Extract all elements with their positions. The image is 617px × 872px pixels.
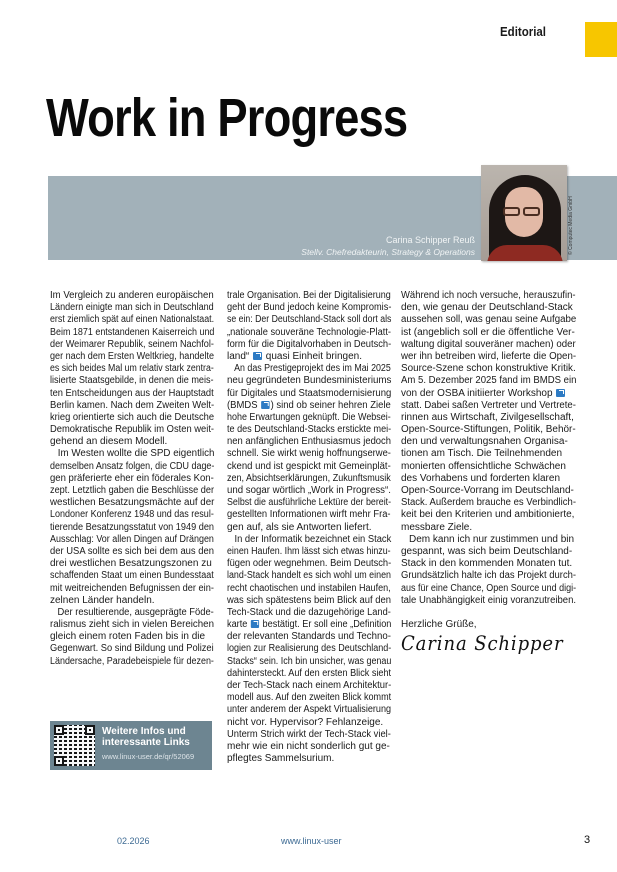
spacer bbox=[401, 607, 576, 619]
text-line: ten Entscheidungen aus der Hauptstadt bbox=[50, 387, 214, 399]
text-line: Open-Source-Stiftungen, Politik, Behör- bbox=[401, 424, 576, 436]
text-line: westlichen Besatzungsmächte auf der bbox=[50, 497, 215, 509]
text-line: was sich spätestens beim Blick auf den bbox=[227, 594, 391, 606]
text-line: mit weitreichenden Befugnissen der ein- bbox=[50, 582, 214, 594]
text-line: Stack in den kommenden Monaten tut. bbox=[401, 558, 573, 570]
text-line: fügen oder wegnehmen. Beim Deutsch- bbox=[227, 558, 392, 570]
text-line: nen anfänglichen Enthusiasmus jedoch bbox=[227, 436, 392, 448]
info-title-line-2: interessante Links bbox=[102, 737, 190, 748]
external-link-icon[interactable] bbox=[556, 389, 565, 397]
text-line: ralismus zieht sich in vielen Bereichen bbox=[50, 619, 214, 631]
text-line: messbare Ziele. bbox=[401, 521, 473, 533]
text-line: se ein: Der Deutschland-Stack soll dort als bbox=[227, 314, 392, 326]
text-line: Während ich noch versuche, herauszufin- bbox=[401, 290, 576, 301]
text-line: Unterm Strich wirkt der Tech-Stack viel- bbox=[227, 728, 391, 740]
text-line: Stack. Außerdem brauche es Verbindlich- bbox=[401, 497, 576, 509]
text-line: schnell. Sie wirkt wenig hoffnungserwe- bbox=[227, 448, 391, 460]
text-line: te des Deutschland-Stacks erstickte mei- bbox=[227, 424, 392, 436]
text-line: Im Vergleich zu anderen europäischen bbox=[50, 290, 214, 301]
text-line: monierten offensichtliche Schwächen bbox=[401, 460, 566, 472]
text-line: zen, Absichtserklärungen, Zukunftsmusik bbox=[227, 472, 391, 484]
text-line: tale Unabhängigkeit einig voranzutreiben. bbox=[401, 594, 577, 606]
text-line: der Weimarer Republik, seinem Nachfol- bbox=[50, 338, 214, 350]
text-segment: bestätigt. Er soll eine „Definition bbox=[259, 619, 392, 631]
text-line: trale Organisation. Bei der Digitalisierung bbox=[227, 290, 391, 301]
text-line: drei westlichen Besatzungszonen zu bbox=[50, 558, 212, 570]
text-segment: karte bbox=[227, 619, 250, 631]
text-line: unter anderem der Aspekt Virtualisierung bbox=[227, 704, 392, 716]
page-number: 3 bbox=[584, 834, 591, 846]
text-column-3 bbox=[401, 290, 577, 656]
text-line: form für die Digitalvorhaben in Deutsch- bbox=[227, 338, 392, 350]
qr-code[interactable] bbox=[54, 725, 95, 766]
text-line bbox=[227, 351, 391, 363]
section-label: Editorial bbox=[500, 25, 547, 39]
text-line: gestellten Informationen wirft mehr Fra- bbox=[227, 509, 391, 521]
text-segment: quasi Einheit bringen. bbox=[263, 350, 362, 362]
text-column-2 bbox=[227, 290, 391, 765]
text-line: aussehen soll, was genau seine Aufgabe bbox=[401, 314, 577, 326]
text-line: Grundsätzlich halte ich das Projekt durch- bbox=[401, 570, 577, 582]
text-line: lisierte Staatsgebilde, in denen die meis- bbox=[50, 375, 214, 387]
text-line: Der resultierende, ausgeprägte Föde- bbox=[57, 606, 214, 618]
text-line: zept. Letztlich gaben die Beschlüsse der bbox=[50, 485, 214, 496]
text-line: waltung digital souveräner machen) oder bbox=[401, 338, 576, 350]
text-line: aus für eine Chance, Open Source und digi- bbox=[401, 582, 577, 594]
text-line bbox=[227, 399, 391, 412]
text-line: gehend an diesem Modell. bbox=[50, 436, 168, 448]
text-line: es sich beides Mal um relativ stark zentra- bbox=[50, 363, 214, 375]
text-line: Dem kann ich nur zustimmen und bin bbox=[409, 533, 575, 545]
text-line: Am 5. Dezember 2025 fand im BMDS ein bbox=[401, 375, 577, 387]
text-line: Im Westen wollte die SPD eigentlich bbox=[57, 448, 215, 460]
text-line: zelnen Länder handeln. bbox=[50, 594, 155, 606]
text-line: Open-Source-Vorrang im Deutschland- bbox=[401, 485, 574, 496]
text-line: schaffenden Staat um einen Bundesstaat bbox=[50, 570, 214, 582]
text-line: Stacks“ sein. Ich bin unsicher, was genau bbox=[227, 655, 392, 667]
text-line: In der Informatik bezeichnet ein Stack bbox=[234, 533, 392, 545]
text-line: Berlin kamen. Nach dem Zweiten Welt- bbox=[50, 399, 215, 411]
text-line: Ländern einigte man sich in Deutschland bbox=[50, 302, 214, 314]
text-line: gleich einem roten Faden bis in die bbox=[50, 631, 206, 643]
text-line: hohe Erwartungen geknüpft. Die Websei- bbox=[227, 411, 391, 423]
text-line: neu gegründeten Bundesministeriums bbox=[227, 375, 392, 387]
text-line: Beim 1871 entstandenen Kaiserreich und bbox=[50, 326, 215, 338]
info-url-link[interactable]: www.linux-user.de/qr/52069 bbox=[102, 752, 195, 761]
text-line: keit bei den Kriterien und ambitionierte, bbox=[401, 509, 575, 521]
info-title-line-1: Weitere Infos und bbox=[102, 726, 186, 737]
author-photo bbox=[481, 165, 567, 261]
text-line: „nationale souveräne Technologie-Platt- bbox=[227, 326, 392, 338]
text-line: pflegtes Sammelsurium. bbox=[227, 753, 335, 765]
photo-credit: © Computec Media GmbH bbox=[568, 196, 574, 255]
text-line: geht der Bund jedoch keine Kompromis- bbox=[227, 302, 392, 314]
text-line: demselben Ansatz folgen, die CDU dage- bbox=[50, 460, 215, 472]
text-line: logien zur Realisierung des Deutschland- bbox=[227, 643, 392, 655]
text-line: wer ihn betreiben wird, lieferte die Open- bbox=[401, 350, 577, 362]
text-line: der relevanten Standards und Techno- bbox=[227, 631, 391, 643]
text-line: krieg orientierte sich auch die Deutsche bbox=[50, 411, 215, 423]
footer-issue: 02.2026 bbox=[117, 836, 150, 846]
text-segment: (BMDS bbox=[227, 399, 261, 411]
text-line: einen Haufen. Ihm lässt sich etwas hinzu- bbox=[227, 545, 391, 557]
text-line: der USA sollte es sich bei dem aus den bbox=[50, 545, 214, 557]
external-link-icon[interactable] bbox=[253, 352, 262, 360]
text-line: Selbst die ausführliche Lektüre der bereit- bbox=[227, 497, 392, 509]
footer-site[interactable]: www.linux-user bbox=[281, 836, 342, 846]
text-line: Ländersache, Paradebeispiele für dezen- bbox=[50, 655, 214, 667]
text-line: ckend und ist gespickt mit Gemeinplät- bbox=[227, 460, 391, 472]
text-line: Ausschlag: Vor allen Dingen auf Drängen bbox=[50, 533, 214, 545]
article-title: Work in Progress bbox=[46, 88, 408, 148]
text-line: für Digitales und Staatsmodernisierung bbox=[227, 387, 392, 399]
author-name: Carina Schipper Reuß bbox=[385, 235, 475, 245]
text-line: Gegenwart. So sind Bildung und Polizei bbox=[50, 643, 214, 655]
text-line: nicht vor. Hypervisor? Fehlanzeige. bbox=[227, 716, 384, 728]
text-line: land-Stack handelt es sich wohl um einen bbox=[227, 570, 391, 582]
author-role: Stellv. Chefredakteurin, Strategy & Operations bbox=[301, 247, 475, 257]
text-line: Tech-Stack und die dazugehörige Land- bbox=[227, 606, 391, 618]
section-accent-bar bbox=[585, 22, 617, 57]
text-line: den, wie genau der Deutschland-Stack bbox=[401, 302, 573, 314]
info-box-title bbox=[102, 726, 190, 748]
text-line: mehr wie ein nicht sonderlich gut ge- bbox=[227, 740, 390, 752]
text-line: und sogar wörtlich „Work in Progress“. bbox=[227, 485, 391, 496]
external-link-icon[interactable] bbox=[251, 620, 259, 628]
text-line: des Vorhabens und forderten klaren bbox=[401, 472, 560, 484]
text-line: rinnen aus Wirtschaft, Zivilgesellschaft, bbox=[401, 411, 574, 423]
text-line bbox=[401, 388, 576, 400]
text-line: tierende Besatzungsstatut von 1949 den bbox=[50, 521, 215, 533]
external-link-icon[interactable] bbox=[261, 401, 270, 409]
text-segment: ) sind ob seiner hehren Ziele bbox=[270, 399, 391, 411]
text-line: Londoner Konferenz 1948 und das resul- bbox=[50, 509, 214, 521]
signature: Carina Schipper bbox=[401, 631, 564, 656]
text-line bbox=[227, 619, 392, 631]
text-line: gen auf, als sie Antworten liefert. bbox=[227, 521, 372, 533]
text-line: der Tech-Stack nach einem Architektur- bbox=[227, 680, 392, 691]
text-line: Source-Szene schon konstruktive Kritik. bbox=[401, 363, 576, 375]
text-line: tionen am Tisch. Die Teilnehmenden bbox=[401, 448, 563, 460]
closing-greeting: Herzliche Grüße, bbox=[401, 619, 477, 631]
text-line: recht chaotischen und instabilen Haufen, bbox=[227, 582, 391, 594]
text-segment: land“ bbox=[227, 350, 253, 362]
text-line: ist (angeblich soll er die öffentliche Ver- bbox=[401, 326, 575, 338]
more-info-box[interactable] bbox=[50, 721, 212, 770]
text-line: dahintersteckt. Auf den ersten Blick sieht bbox=[227, 667, 392, 679]
text-column-1 bbox=[50, 290, 214, 668]
text-segment: von der OSBA initiierter Workshop bbox=[401, 387, 556, 399]
text-line: modell aus. Auf den zweiten Blick kommt bbox=[227, 692, 392, 704]
text-line: Demokratische Republik im Osten weit- bbox=[50, 424, 215, 436]
text-line: statt. Dabei saßen Vertreter und Vertrete- bbox=[401, 399, 576, 411]
text-line: gen präferierte eher ein föderales Kon- bbox=[50, 472, 214, 484]
text-line: den und verwaltungsnahen Organisa- bbox=[401, 436, 568, 448]
text-line: erst ziemlich spät auf einen Nationalstaat. bbox=[50, 314, 215, 326]
text-line: An das Prestigeprojekt des im Mai 2025 bbox=[234, 363, 391, 375]
text-line: gespannt, was sich beim Deutschland- bbox=[401, 545, 573, 557]
text-line: ger nach dem Ersten Weltkrieg, handelte bbox=[50, 350, 215, 362]
